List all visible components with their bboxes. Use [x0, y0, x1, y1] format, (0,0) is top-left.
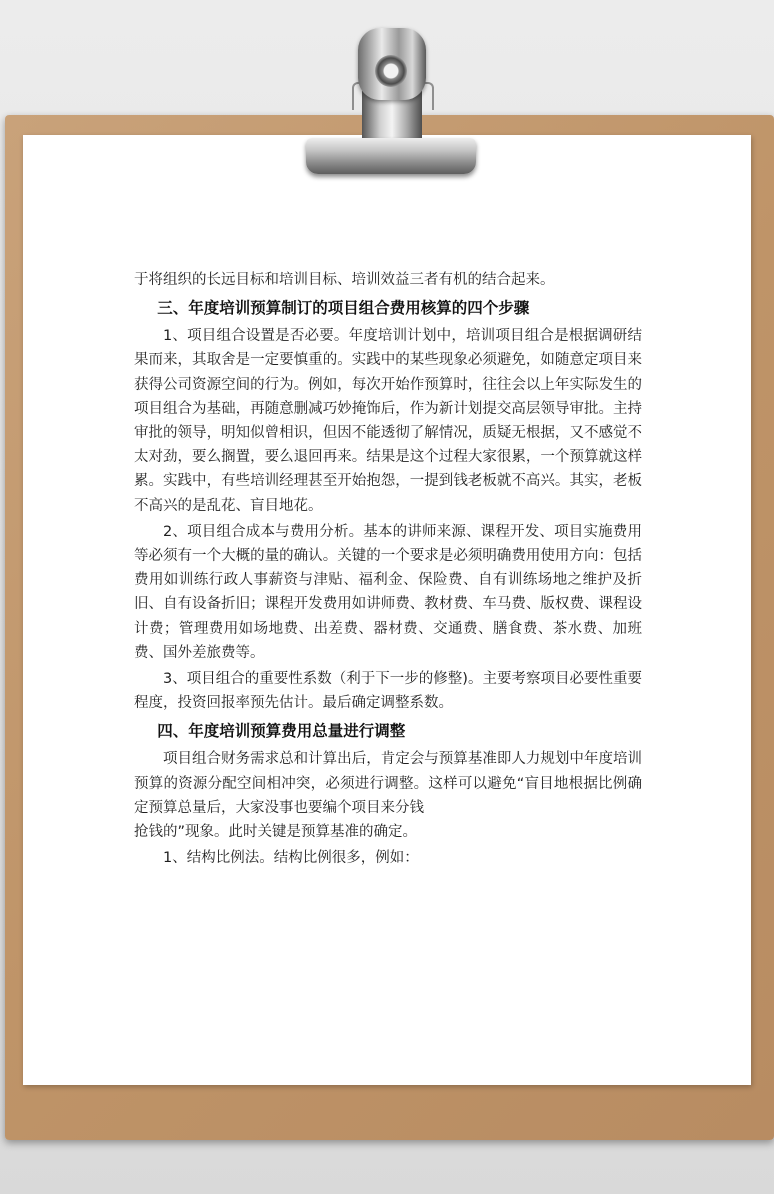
section3-item2: 2、项目组合成本与费用分析。基本的讲师来源、课程开发、项目实施费用等必须有一个大概的量的确认。关键的一个要求是必须明确费用使用方向：包括费用如训练行政人事薪资与津贴、福利金、保险费、自有训练场地之维护及折旧、自有设备折旧；课程开发费用如讲师费、教材费、车马费、版权费、课程设计费；管理费用如场地费、出差费、器材费、交通费、膳食费、茶水费、加班费、国外差旅费等。: [134, 523, 642, 661]
section4-para-b: 抢钱的”现象。此时关键是预算基准的确定。: [134, 824, 418, 841]
document-body: [134, 268, 642, 870]
section3-heading: 三、年度培训预算制订的项目组合费用核算的四个步骤: [157, 299, 530, 318]
section4-para-a: 项目组合财务需求总和计算出后，肯定会与预算基准即人力规划中年度培训预算的资源分配空间相冲突，必须进行调整。这样可以避免“盲目地根据比例确定预算总量后，大家没事也要编个项目来分钱: [134, 751, 642, 816]
section3-item3: 3、项目组合的重要性系数（利于下一步的修整)。主要考察项目必要性重要程度，投资回报率预先估计。最后确定调整系数。: [134, 671, 642, 712]
binder-clip-base: [306, 138, 476, 174]
section4-heading: 四、年度培训预算费用总量进行调整: [157, 722, 406, 741]
clip-rivet-icon: [375, 55, 407, 87]
intro-line: 于将组织的长远目标和培训目标、培训效益三者有机的结合起来。: [134, 272, 555, 288]
section4-item1: 1、结构比例法。结构比例很多，例如：: [163, 850, 419, 867]
section3-item1: 1、项目组合设置是否必要。年度培训计划中，培训项目组合是根据调研结果而来，其取舍是一定要慎重的。实践中的某些现象必须避免，如随意定项目来获得公司资源空间的行为。例如，每次开始作预算时，往往会以上年实际发生的项目组合为基础，再随意删减巧妙掩饰后，作为新计划提交高层领导审批。主持审批的领导，明知似曾相识，但因不能透彻了解情况，质疑无根据，又不感觉不太对劲，要么搁置，要么退回再来。结果是这个过程大家很累，一个预算就这样累。实践中，有些培训经理甚至开始抱怨，一提到钱老板就不高兴。其实，老板不高兴的是乱花、盲目地花。: [134, 328, 642, 514]
